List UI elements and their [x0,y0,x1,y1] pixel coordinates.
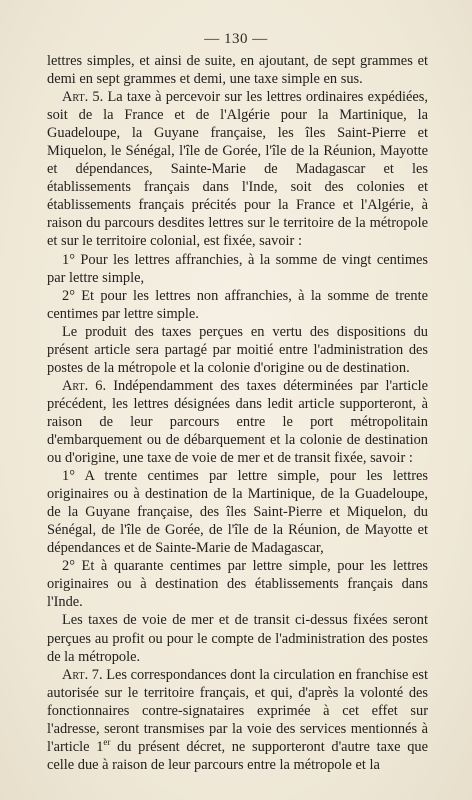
paragraph-text: La taxe à percevoir sur les lettres ordinaires expédiées, soit de la France et de l'Algérie pour la Martinique, la Guadeloupe, la Guyane française, les îles Saint-Pierre et Miquelon, le Sénégal, l'île de Gorée, l'île de la Réunion, Mayotte et dépendances, Sainte-Marie de Madagascar et les établissements français dans l'Inde, soit des colonies et établissements français précités pour la France et l'Algérie, à raison du parcours desdites lettres sur le territoire de la métropole et sur le territoire colonial, est fixée, savoir : [47,89,428,250]
paragraph-text: 1° Pour les lettres affranchies, à la somme de vingt centimes par lettre simple, [47,251,428,286]
article-5-paragraph [47,88,428,250]
article-7-paragraph [47,666,428,774]
paragraph-text: du présent décret, ne supporteront d'autre taxe que celle due à raison de leur parcours entre la métropole et la [47,738,428,773]
ordinal-superscript: er [103,736,111,747]
list-item-paragraph [47,557,428,611]
paragraph-text: Les taxes de voie de mer et de transit ci-dessus fixées seront perçues au profit ou pour le compte de l'administration des postes de la métropole. [47,612,428,665]
article-label: Art. 5. [62,89,104,106]
paragraph-text: Le produit des taxes perçues en vertu des dispositions du présent article sera partagé par moitié entre l'administration des postes de la métropole et la colonie d'origine ou de destination. [47,323,428,376]
paragraph-text: 2° Et pour les lettres non affranchies, à la somme de trente centimes par lettre simple. [47,287,428,322]
paragraph-text: 1° A trente centimes par lettre simple, pour les lettres originaires ou à destination de la Martinique, de la Guadeloupe, de la Guyane française, des îles Saint-Pierre et Miquelon, du Sénégal, de l'île de Gorée, de l'île de la Réunion, de Mayotte et dépendances et de Sainte-Marie de Madagascar, [47,468,428,557]
list-item-paragraph [47,467,428,557]
article-6-paragraph [47,377,428,467]
paragraph [47,611,428,665]
paragraph-continuation [47,52,428,88]
article-label: Art. 6. [62,377,107,394]
list-item-paragraph [47,287,428,323]
body-text [47,52,428,774]
page-number: — 130 — [204,31,268,47]
list-item-paragraph [47,251,428,287]
paragraph-text: 2° Et à quarante centimes par lettre simple, pour les lettres originaires ou à destination des établissements français dans l'Inde. [47,558,428,611]
paragraph-text: Indépendamment des taxes déterminées par l'article précédent, les lettres désignées dans ledit article supporteront, à raison de leur parcours entre le port métropolitain d'embarquement ou de débarquement et la colonie de destination ou d'origine, une taxe de voie de mer et de transit fixée, savoir : [47,377,429,467]
paragraph-text: lettres simples, et ainsi de suite, en ajoutant, de sept grammes et demi en sept grammes et demi, une taxe simple en sus. [47,53,428,88]
article-label: Art. 7. [62,666,103,683]
paragraph-text: Les correspondances dont la circulation en franchise est autorisée sur le territoire français, et qui, d'après la volonté des fonctionnaires contre-signataires exprimée à cet effet sur l'adresse, seront transmises par la voie des services mentionnés à l'article 1 [47,666,428,755]
paragraph [47,323,428,377]
